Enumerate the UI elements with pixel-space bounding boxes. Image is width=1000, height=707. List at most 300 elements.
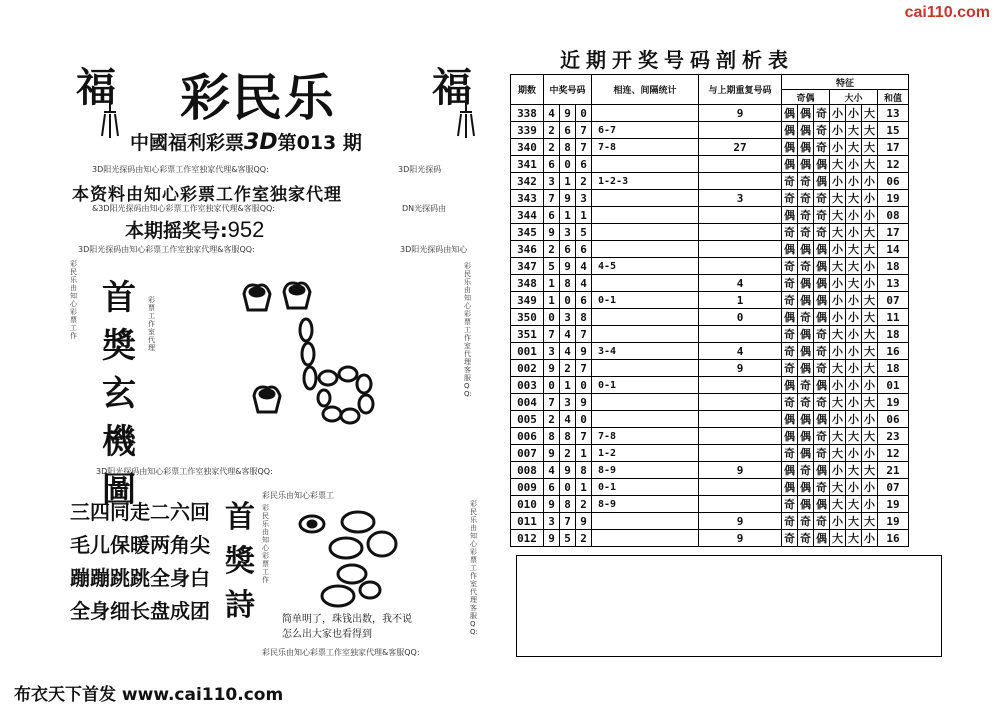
row-span: 0-1: [592, 479, 699, 496]
row-oddeven: 奇: [798, 207, 814, 224]
row-bigsmall: 小: [846, 292, 862, 309]
row-digit: 3: [560, 394, 576, 411]
row-bigsmall: 小: [846, 156, 862, 173]
row-oddeven: 奇: [814, 105, 830, 122]
puzzle-title-char: 機: [102, 422, 136, 462]
row-bigsmall: 大: [862, 241, 878, 258]
row-bigsmall: 小: [830, 292, 846, 309]
row-span: [592, 224, 699, 241]
row-repeat: [699, 428, 782, 445]
row-issue: 340: [511, 139, 544, 156]
row-digit: 0: [576, 377, 592, 394]
row-span: 7-8: [592, 428, 699, 445]
row-span: 1-2: [592, 445, 699, 462]
row-oddeven: 奇: [814, 428, 830, 445]
row-issue: 351: [511, 326, 544, 343]
row-digit: 8: [560, 275, 576, 292]
row-bigsmall: 小: [862, 479, 878, 496]
row-repeat: 3: [699, 190, 782, 207]
header-span: 相连、间隔统计: [592, 75, 699, 105]
table-row: [511, 360, 909, 377]
row-digit: 8: [544, 428, 560, 445]
row-digit: 2: [544, 241, 560, 258]
row-sum: 18: [878, 360, 909, 377]
row-digit: 3: [544, 173, 560, 190]
row-repeat: [699, 173, 782, 190]
footer-credit: 布衣天下首发 www.cai110.com: [14, 685, 284, 705]
row-issue: 010: [511, 496, 544, 513]
row-repeat: [699, 445, 782, 462]
row-bigsmall: 大: [862, 309, 878, 326]
row-digit: 4: [544, 462, 560, 479]
row-oddeven: 奇: [782, 394, 798, 411]
row-sum: 19: [878, 496, 909, 513]
row-span: [592, 275, 699, 292]
row-oddeven: 奇: [798, 173, 814, 190]
row-oddeven: 偶: [782, 479, 798, 496]
row-sum: 19: [878, 190, 909, 207]
row-bigsmall: 大: [846, 513, 862, 530]
watermark-top: 3D阳光探码由知心彩票工作室独家代理&客服QQ:: [92, 165, 269, 174]
row-digit: 4: [560, 326, 576, 343]
row-issue: 344: [511, 207, 544, 224]
row-repeat: 0: [699, 309, 782, 326]
row-span: [592, 513, 699, 530]
row-issue: 003: [511, 377, 544, 394]
row-bigsmall: 小: [846, 105, 862, 122]
row-digit: 6: [544, 207, 560, 224]
row-bigsmall: 大: [862, 428, 878, 445]
row-sum: 18: [878, 258, 909, 275]
row-bigsmall: 小: [846, 224, 862, 241]
table-row: [511, 394, 909, 411]
row-span: [592, 411, 699, 428]
fu-character-left: 福: [76, 64, 116, 111]
row-repeat: [699, 411, 782, 428]
row-oddeven: 奇: [782, 360, 798, 377]
row-bigsmall: 小: [830, 377, 846, 394]
row-bigsmall: 大: [830, 156, 846, 173]
row-issue: 341: [511, 156, 544, 173]
row-digit: 6: [560, 122, 576, 139]
row-bigsmall: 小: [846, 360, 862, 377]
row-oddeven: 奇: [782, 224, 798, 241]
row-digit: 0: [576, 411, 592, 428]
row-span: [592, 105, 699, 122]
row-bigsmall: 小: [862, 496, 878, 513]
row-sum: 08: [878, 207, 909, 224]
table-row: [511, 479, 909, 496]
row-oddeven: 奇: [798, 462, 814, 479]
row-digit: 9: [544, 496, 560, 513]
row-bigsmall: 大: [862, 224, 878, 241]
panel-side-text-right: 彩民乐由知心彩票工作室代理客服QQ:: [464, 262, 472, 398]
row-oddeven: 偶: [814, 241, 830, 258]
row-bigsmall: 大: [862, 462, 878, 479]
table-row: [511, 343, 909, 360]
row-digit: 7: [576, 122, 592, 139]
row-digit: 1: [576, 207, 592, 224]
row-digit: 8: [560, 496, 576, 513]
row-sum: 13: [878, 105, 909, 122]
panel-watermark-bottom: 3D阳光探码由知心彩票工作室独家代理&客服QQ:: [96, 467, 273, 476]
table-row: [511, 377, 909, 394]
row-span: [592, 394, 699, 411]
row-bigsmall: 小: [862, 173, 878, 190]
row-digit: 2: [576, 530, 592, 547]
row-oddeven: 奇: [782, 258, 798, 275]
row-digit: 2: [544, 411, 560, 428]
poem: [70, 496, 210, 628]
agency-line: 本资料由知心彩票工作室独家代理: [72, 185, 342, 205]
row-oddeven: 奇: [782, 530, 798, 547]
row-bigsmall: 大: [830, 258, 846, 275]
issue-prefix: 中國福利彩票: [130, 132, 245, 154]
draw-label: 本期摇奖号:: [125, 220, 228, 242]
row-oddeven: 偶: [798, 496, 814, 513]
row-oddeven: 偶: [798, 241, 814, 258]
poem-watermark-top: 彩民乐由知心彩票工: [262, 491, 334, 500]
panel-side-text-mid: 彩票工作室代理: [148, 296, 155, 352]
row-oddeven: 偶: [782, 122, 798, 139]
row-digit: 9: [544, 530, 560, 547]
row-oddeven: 奇: [814, 343, 830, 360]
row-digit: 8: [560, 139, 576, 156]
puzzle-title: [99, 274, 139, 514]
row-oddeven: 偶: [814, 411, 830, 428]
row-repeat: [699, 241, 782, 258]
watermark-agency-bottom: &3D阳光探码由知心彩票工作室独家代理&客服QQ:: [92, 204, 276, 213]
row-issue: 348: [511, 275, 544, 292]
row-oddeven: 奇: [814, 139, 830, 156]
table-row: [511, 309, 909, 326]
row-bigsmall: 小: [862, 411, 878, 428]
row-oddeven: 偶: [782, 241, 798, 258]
table-row: [511, 207, 909, 224]
row-repeat: [699, 122, 782, 139]
table-row: [511, 292, 909, 309]
row-span: [592, 360, 699, 377]
bean-icon: [300, 512, 396, 606]
poem-side-text-right: 彩民乐由知心彩票工作室代理客服QQ:: [470, 500, 478, 636]
row-bigsmall: 大: [862, 105, 878, 122]
row-span: [592, 190, 699, 207]
row-repeat: 4: [699, 275, 782, 292]
row-bigsmall: 大: [846, 462, 862, 479]
row-repeat: [699, 207, 782, 224]
row-sum: 01: [878, 377, 909, 394]
row-bigsmall: 大: [830, 207, 846, 224]
row-issue: 342: [511, 173, 544, 190]
row-digit: 8: [560, 428, 576, 445]
row-bigsmall: 小: [830, 241, 846, 258]
header-sum: 和值: [878, 90, 909, 105]
row-issue: 346: [511, 241, 544, 258]
row-repeat: [699, 224, 782, 241]
row-digit: 9: [560, 105, 576, 122]
row-digit: 4: [576, 258, 592, 275]
table-row: [511, 139, 909, 156]
row-oddeven: 偶: [798, 139, 814, 156]
row-oddeven: 偶: [782, 207, 798, 224]
row-span: 8-9: [592, 496, 699, 513]
poem-note-line: 简单明了，珠钱出数，我不说: [282, 614, 412, 625]
poem-line: 全身细长盘成团: [70, 599, 210, 623]
table-row: [511, 496, 909, 513]
notes-box: [516, 555, 942, 657]
watermark-agency-bottom-right: DN光探码由: [402, 204, 447, 213]
row-digit: 4: [560, 343, 576, 360]
row-repeat: 27: [699, 139, 782, 156]
row-bigsmall: 小: [846, 411, 862, 428]
row-bigsmall: 小: [846, 394, 862, 411]
row-digit: 4: [576, 275, 592, 292]
row-bigsmall: 大: [830, 445, 846, 462]
row-digit: 0: [560, 292, 576, 309]
row-bigsmall: 大: [846, 428, 862, 445]
row-digit: 1: [560, 377, 576, 394]
fu-character-right: 福: [432, 64, 472, 111]
row-digit: 9: [544, 445, 560, 462]
row-oddeven: 奇: [814, 394, 830, 411]
row-oddeven: 偶: [798, 411, 814, 428]
row-oddeven: 奇: [782, 513, 798, 530]
row-span: 0-1: [592, 377, 699, 394]
poem-line: 三四同走二六回: [70, 500, 210, 524]
row-span: 1-2-3: [592, 173, 699, 190]
row-oddeven: 偶: [814, 530, 830, 547]
row-bigsmall: 大: [830, 224, 846, 241]
row-bigsmall: 大: [830, 190, 846, 207]
row-bigsmall: 大: [846, 122, 862, 139]
row-bigsmall: 小: [830, 411, 846, 428]
header-repeat: 与上期重复号码: [699, 75, 782, 105]
row-bigsmall: 小: [846, 207, 862, 224]
row-span: 0-1: [592, 292, 699, 309]
row-oddeven: 奇: [814, 326, 830, 343]
row-issue: 012: [511, 530, 544, 547]
row-issue: 008: [511, 462, 544, 479]
row-digit: 6: [560, 241, 576, 258]
row-span: [592, 326, 699, 343]
row-digit: 9: [544, 224, 560, 241]
row-span: [592, 241, 699, 258]
row-oddeven: 奇: [814, 513, 830, 530]
row-digit: 7: [576, 428, 592, 445]
row-repeat: [699, 258, 782, 275]
header-winning: 中奖号码: [544, 75, 592, 105]
row-oddeven: 偶: [798, 292, 814, 309]
tassel-decoration-right: [446, 100, 486, 140]
poem-watermark-bottom: 彩民乐由知心彩票工作室独家代理&客服QQ:: [262, 648, 420, 657]
row-issue: 350: [511, 309, 544, 326]
row-digit: 5: [576, 224, 592, 241]
row-span: 8-9: [592, 462, 699, 479]
row-oddeven: 奇: [798, 513, 814, 530]
row-bigsmall: 小: [846, 479, 862, 496]
site-tag[interactable]: cai110.com: [904, 4, 990, 21]
row-bigsmall: 小: [862, 445, 878, 462]
row-digit: 9: [560, 190, 576, 207]
row-oddeven: 偶: [782, 462, 798, 479]
panel-watermark-row-right: 3D阳光探码由知心: [400, 245, 468, 254]
row-bigsmall: 大: [846, 258, 862, 275]
row-digit: 7: [576, 139, 592, 156]
table-row: [511, 445, 909, 462]
row-digit: 9: [560, 462, 576, 479]
row-oddeven: 偶: [798, 122, 814, 139]
row-bigsmall: 大: [846, 139, 862, 156]
row-digit: 4: [544, 105, 560, 122]
puzzle-title-char: 奬: [102, 326, 136, 366]
row-digit: 3: [544, 343, 560, 360]
row-bigsmall: 小: [830, 462, 846, 479]
row-issue: 002: [511, 360, 544, 377]
row-sum: 12: [878, 445, 909, 462]
table-row: [511, 241, 909, 258]
row-bigsmall: 小: [862, 258, 878, 275]
row-span: [592, 207, 699, 224]
row-bigsmall: 大: [830, 479, 846, 496]
row-issue: 001: [511, 343, 544, 360]
row-sum: 17: [878, 139, 909, 156]
table-row: [511, 105, 909, 122]
draw-value: 952: [227, 217, 265, 242]
row-oddeven: 偶: [798, 479, 814, 496]
row-sum: 23: [878, 428, 909, 445]
row-bigsmall: 小: [830, 343, 846, 360]
row-digit: 9: [576, 513, 592, 530]
row-bigsmall: 小: [846, 377, 862, 394]
row-oddeven: 偶: [798, 156, 814, 173]
row-digit: 6: [576, 156, 592, 173]
row-sum: 06: [878, 173, 909, 190]
row-issue: 349: [511, 292, 544, 309]
bead-string-icon: [300, 319, 373, 423]
row-issue: 011: [511, 513, 544, 530]
row-oddeven: 偶: [798, 105, 814, 122]
row-span: 4-5: [592, 258, 699, 275]
row-digit: 8: [576, 309, 592, 326]
row-oddeven: 偶: [814, 292, 830, 309]
row-bigsmall: 大: [846, 241, 862, 258]
row-digit: 6: [576, 292, 592, 309]
table-row: [511, 122, 909, 139]
row-issue: 009: [511, 479, 544, 496]
row-digit: 1: [576, 445, 592, 462]
row-digit: 7: [544, 394, 560, 411]
puzzle-title-char: 圖: [102, 470, 136, 510]
puzzle-title-char: 首: [102, 278, 136, 318]
table-row: [511, 326, 909, 343]
row-oddeven: 偶: [782, 139, 798, 156]
row-digit: 2: [576, 496, 592, 513]
header-issue: 期数: [511, 75, 544, 105]
row-digit: 6: [544, 479, 560, 496]
row-sum: 12: [878, 156, 909, 173]
row-oddeven: 奇: [782, 343, 798, 360]
row-oddeven: 偶: [798, 326, 814, 343]
row-bigsmall: 大: [862, 343, 878, 360]
brand-title: 彩民乐: [180, 68, 336, 127]
row-bigsmall: 大: [862, 360, 878, 377]
row-oddeven: 偶: [798, 445, 814, 462]
row-sum: 11: [878, 309, 909, 326]
table-title: 近期开奖号码剖析表: [560, 48, 794, 72]
row-issue: 338: [511, 105, 544, 122]
row-repeat: 9: [699, 105, 782, 122]
row-sum: 07: [878, 292, 909, 309]
poem-title-char: 獎: [225, 544, 255, 579]
row-oddeven: 偶: [798, 275, 814, 292]
ingot-icon: [254, 387, 280, 412]
row-bigsmall: 小: [846, 309, 862, 326]
row-sum: 19: [878, 394, 909, 411]
row-oddeven: 奇: [814, 122, 830, 139]
row-bigsmall: 小: [862, 530, 878, 547]
row-digit: 6: [576, 241, 592, 258]
row-bigsmall: 大: [862, 326, 878, 343]
row-issue: 005: [511, 411, 544, 428]
row-span: [592, 309, 699, 326]
row-sum: 21: [878, 462, 909, 479]
table-row: [511, 156, 909, 173]
row-digit: 1: [576, 479, 592, 496]
row-oddeven: 偶: [782, 105, 798, 122]
row-repeat: 9: [699, 530, 782, 547]
row-oddeven: 奇: [782, 292, 798, 309]
row-issue: 339: [511, 122, 544, 139]
row-digit: 9: [576, 343, 592, 360]
row-digit: 0: [560, 156, 576, 173]
poem-line: 蹦蹦跳跳全身白: [70, 566, 210, 590]
row-repeat: 1: [699, 292, 782, 309]
row-oddeven: 偶: [814, 173, 830, 190]
row-repeat: 9: [699, 513, 782, 530]
row-bigsmall: 小: [846, 173, 862, 190]
row-oddeven: 偶: [798, 360, 814, 377]
table-row: [511, 275, 909, 292]
ingot-icon: [244, 285, 270, 310]
row-bigsmall: 小: [830, 513, 846, 530]
row-bigsmall: 小: [862, 275, 878, 292]
row-repeat: 4: [699, 343, 782, 360]
row-bigsmall: 大: [830, 496, 846, 513]
row-digit: 9: [544, 360, 560, 377]
row-oddeven: 奇: [798, 530, 814, 547]
watermark-top-right: 3D阳光探码: [398, 165, 442, 174]
poem-title: [220, 496, 260, 628]
row-digit: 6: [544, 156, 560, 173]
row-digit: 0: [544, 309, 560, 326]
row-digit: 1: [544, 292, 560, 309]
table-row: [511, 513, 909, 530]
row-sum: 16: [878, 343, 909, 360]
row-oddeven: 奇: [782, 173, 798, 190]
poem-line: 毛儿保暖两角尖: [70, 533, 210, 557]
issue-3d: 3D: [244, 130, 278, 155]
row-digit: 3: [560, 309, 576, 326]
poem-note: [282, 612, 412, 642]
panel-watermark-row: 3D阳光探码由知心彩票工作室独家代理&客服QQ:: [78, 245, 255, 254]
row-digit: 3: [576, 190, 592, 207]
row-digit: 2: [560, 445, 576, 462]
row-sum: 19: [878, 513, 909, 530]
row-oddeven: 偶: [814, 309, 830, 326]
row-oddeven: 奇: [798, 377, 814, 394]
row-bigsmall: 小: [830, 105, 846, 122]
row-digit: 7: [544, 326, 560, 343]
